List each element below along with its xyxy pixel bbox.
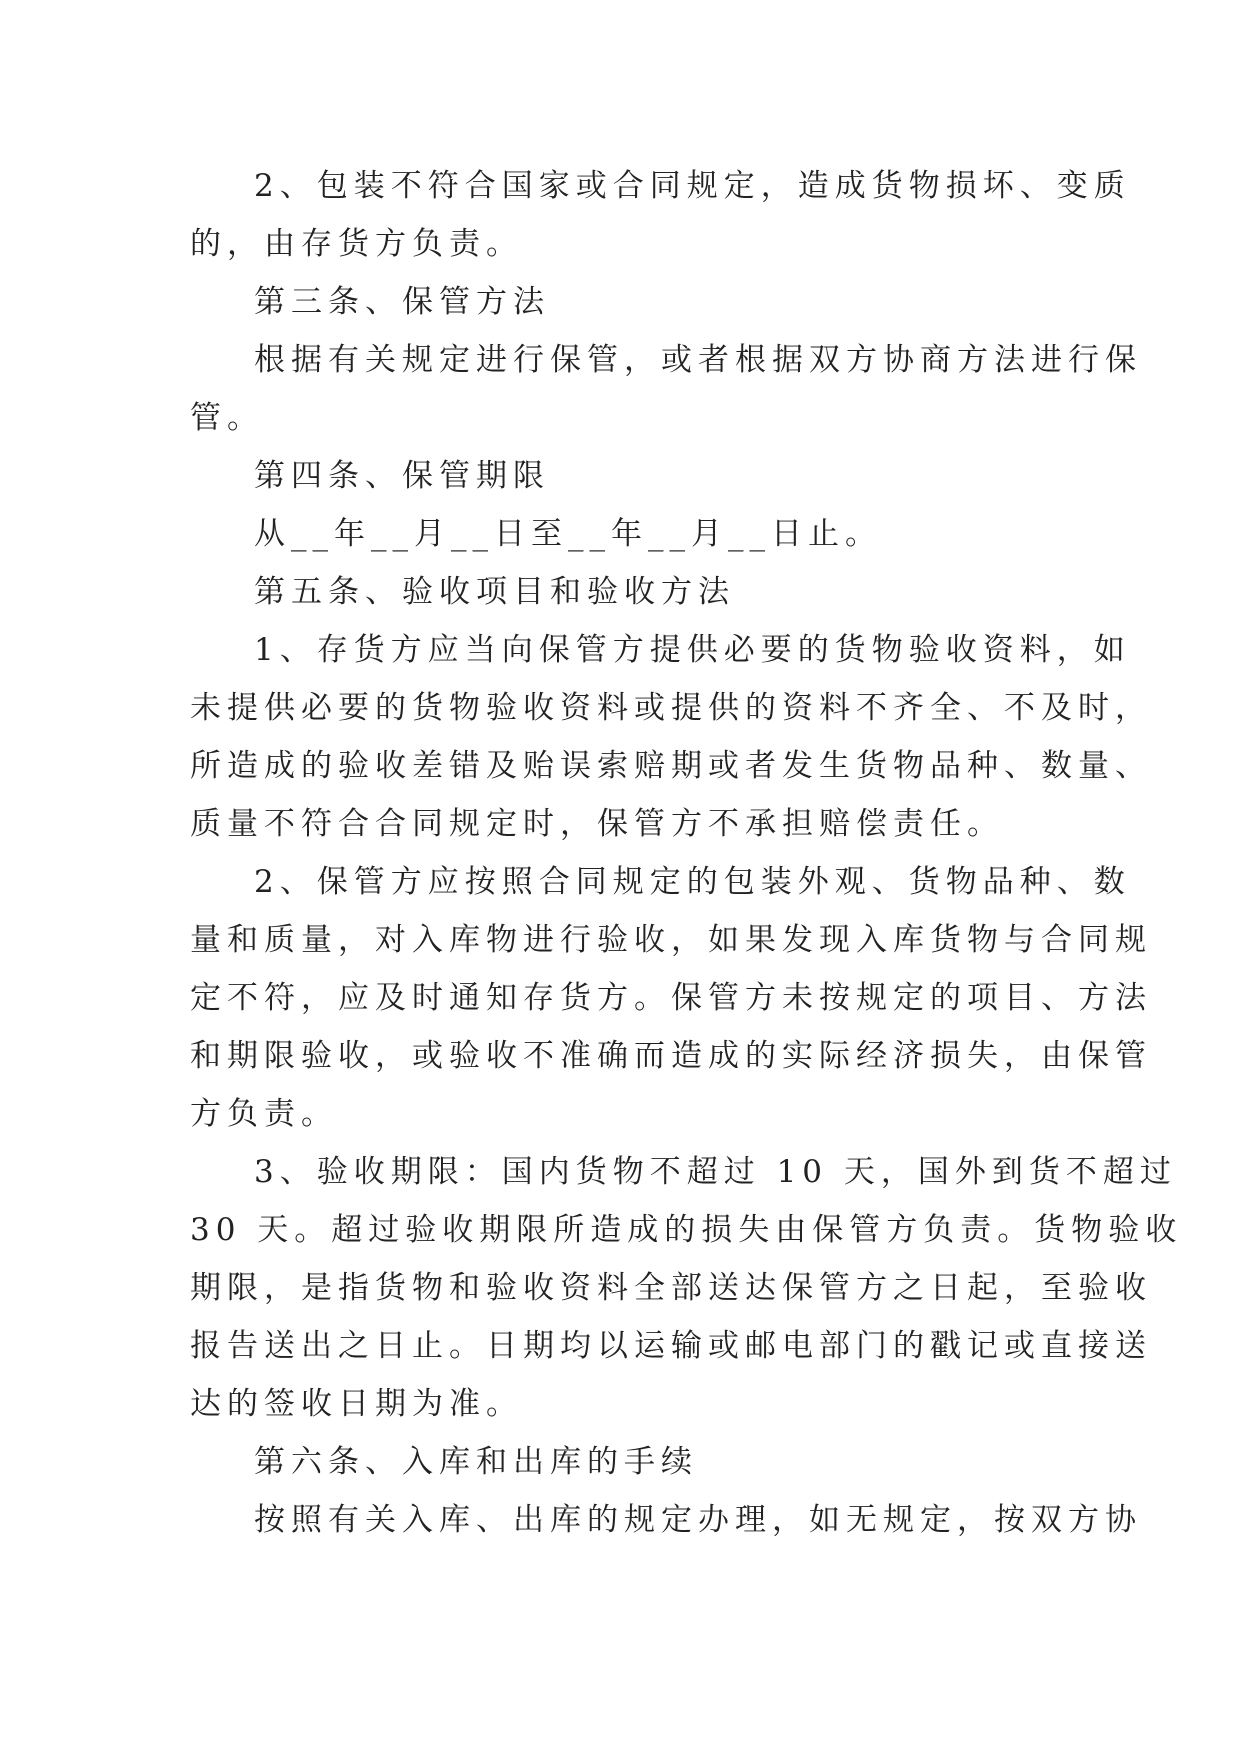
article-6-body-line-1: 按照有关入库、出库的规定办理，如无规定，按双方协 [254,1502,1142,1538]
article-5-item-2-line-4: 和期限验收，或验收不准确而造成的实际经济损失，由保管 [190,1038,1152,1074]
article-5-item-1-line-3: 所造成的验收差错及贻误索赔期或者发生货物品种、数量、 [190,748,1152,784]
article-5-item-1-line-4: 质量不符合合同规定时，保管方不承担赔偿责任。 [190,806,1004,842]
clause-2-packaging-line-1: 2、包装不符合国家或合同规定，造成货物损坏、变质 [254,168,1131,204]
document-page [190,157,1183,1549]
article-5-item-3-line-1: 3、验收期限：国内货物不超过 10 天，国外到货不超过 [254,1154,1177,1190]
article-5-item-2-line-2: 量和质量，对入库物进行验收，如果发现入库货物与合同规 [190,922,1152,958]
article-5-item-1-line-2: 未提供必要的货物验收资料或提供的资料不齐全、不及时， [190,690,1152,726]
article-3-body-line-1: 根据有关规定进行保管，或者根据双方协商方法进行保 [254,342,1142,378]
clause-2-packaging-line-2: 的，由存货方负责。 [190,226,523,262]
article-4-heading: 第四条、保管期限 [254,458,550,494]
article-4-date-range: 从__年__月__日至__年__月__日止。 [254,516,882,552]
article-3-body-line-2: 管。 [190,400,264,436]
article-5-heading: 第五条、验收项目和验收方法 [254,574,735,610]
article-5-item-1-line-1: 1、存货方应当向保管方提供必要的货物验收资料，如 [254,632,1131,668]
article-5-item-2-line-5: 方负责。 [190,1096,338,1132]
article-3-heading: 第三条、保管方法 [254,284,550,320]
article-5-item-2-line-3: 定不符，应及时通知存货方。保管方未按规定的项目、方法 [190,980,1152,1016]
article-5-item-3-line-2: 30 天。超过验收期限所造成的损失由保管方负责。货物验收 [190,1212,1183,1248]
article-5-item-3-line-4: 报告送出之日止。日期均以运输或邮电部门的戳记或直接送 [190,1328,1152,1364]
article-5-item-2-line-1: 2、保管方应按照合同规定的包装外观、货物品种、数 [254,864,1131,900]
article-5-item-3-line-3: 期限，是指货物和验收资料全部送达保管方之日起，至验收 [190,1270,1152,1306]
article-6-heading: 第六条、入库和出库的手续 [254,1444,698,1480]
article-5-item-3-line-5: 达的签收日期为准。 [190,1386,523,1422]
